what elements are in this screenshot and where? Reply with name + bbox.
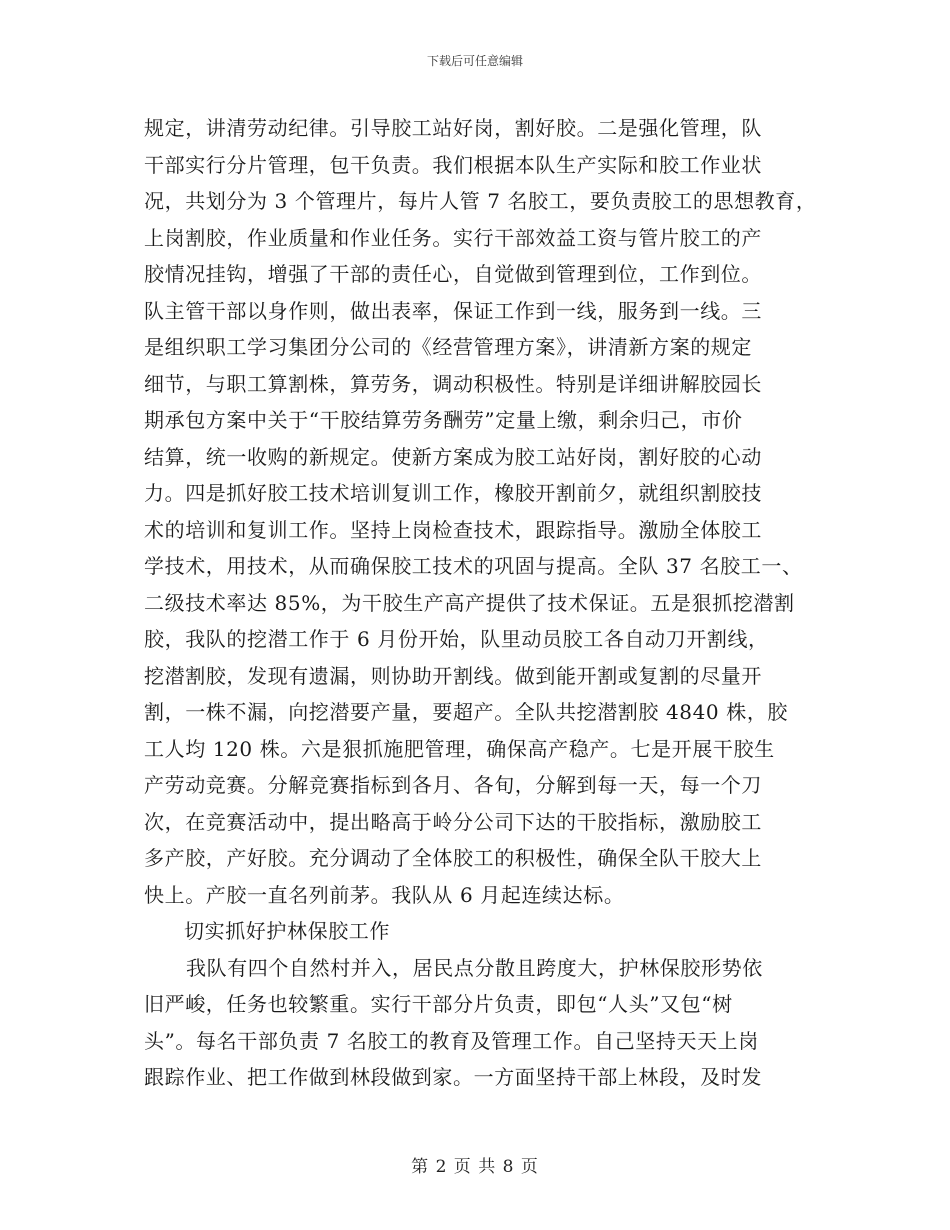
body-line: 二级技术率达 85%，为干胶生产高产提供了技术保证。五是狠抓挖潜割 bbox=[144, 590, 795, 615]
body-line: 头”。每名干部负责 7 名胶工的教育及管理工作。自己坚持天天上岗 bbox=[144, 1028, 759, 1053]
body-line: 术的培训和复训工作。坚持上岗检查技术，跟踪指导。激励全体胶工 bbox=[144, 517, 762, 542]
body-line: 旧严峻，任务也较繁重。实行干部分片负责，即包“人头”又包“树 bbox=[144, 992, 733, 1016]
body-line: 是组织职工学习集团分公司的《经营管理方案》，讲清新方案的规定 bbox=[144, 335, 752, 359]
body-line: 况，共划分为 3 个管理片，每片人管 7 名胶工，要负责胶工的思想教育， bbox=[144, 189, 817, 213]
body-line: 期承包方案中关于“干胶结算劳务酬劳”定量上缴，剩余归己，市价 bbox=[144, 408, 743, 432]
body-line: 我队有四个自然村并入，居民点分散且跨度大，护林保胶形势依 bbox=[186, 955, 763, 980]
body-line: 干部实行分片管理，包干负责。我们根据本队生产实际和胶工作业状 bbox=[144, 152, 762, 177]
page-number-footer: 第 2 页 共 8 页 bbox=[411, 1157, 539, 1177]
body-line: 快上。产胶一直名列前茅。我队从 6 月起连续达标。 bbox=[144, 882, 625, 907]
body-line: 结算，统一收购的新规定。使新方案成为胶工站好岗，割好胶的心动 bbox=[144, 444, 762, 469]
section-heading: 切实抓好护林保胶工作 bbox=[184, 919, 390, 943]
body-line: 胶情况挂钩，增强了干部的责任心，自觉做到管理到位，工作到位。 bbox=[144, 262, 762, 286]
body-line: 次，在竞赛活动中，提出略高于岭分公司下达的干胶指标，激励胶工 bbox=[144, 809, 762, 834]
body-line: 跟踪作业、把工作做到林段做到家。一方面坚持干部上林段，及时发 bbox=[144, 1065, 762, 1089]
body-line: 产劳动竞赛。分解竞赛指标到各月、各旬，分解到每一天，每一个刀 bbox=[144, 773, 762, 797]
body-line: 工人均 120 株。六是狠抓施肥管理，确保高产稳产。七是开展干胶生 bbox=[144, 736, 775, 761]
body-line: 挖潜割胶，发现有遗漏，则协助开割线。做到能开割或复割的尽量开 bbox=[144, 663, 762, 688]
body-line: 队主管干部以身作则，做出表率，保证工作到一线，服务到一线。三 bbox=[144, 298, 762, 323]
body-line: 胶，我队的挖潜工作于 6 月份开始，队里动员胶工各自动刀开割线， bbox=[144, 627, 769, 651]
body-line: 割，一株不漏，向挖潜要产量，要超产。全队共挖潜割胶 4840 株，胶 bbox=[144, 700, 789, 724]
body-line: 细节，与职工算割株，算劳务，调动积极性。特别是详细讲解胶园长 bbox=[144, 371, 762, 396]
body-line: 学技术，用技术，从而确保胶工技术的巩固与提高。全队 37 名胶工一、 bbox=[144, 554, 803, 578]
body-line: 多产胶，产好胶。充分调动了全体胶工的积极性，确保全队干胶大上 bbox=[144, 846, 762, 870]
document-body bbox=[144, 110, 844, 1096]
body-line: 力。四是抓好胶工技术培训复训工作，橡胶开割前夕，就组织割胶技 bbox=[144, 481, 762, 505]
page-header-note: 下载后可任意编辑 bbox=[426, 54, 523, 68]
body-line: 上岗割胶，作业质量和作业任务。实行干部效益工资与管片胶工的产 bbox=[144, 225, 762, 250]
body-line: 规定，讲清劳动纪律。引导胶工站好岗，割好胶。二是强化管理，队 bbox=[144, 116, 762, 140]
